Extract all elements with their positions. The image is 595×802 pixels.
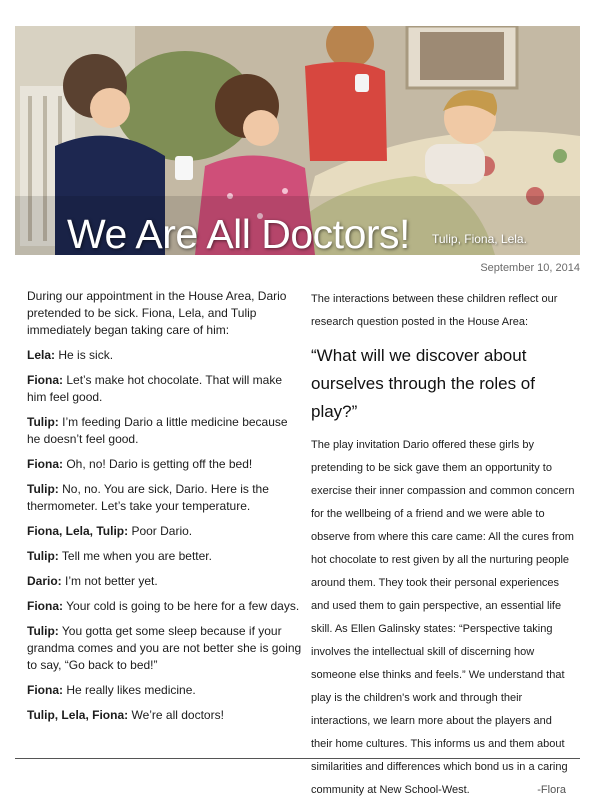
dialogue-line	[27, 347, 303, 364]
speaker-name: Fiona:	[27, 373, 63, 387]
speaker-name: Tulip:	[27, 415, 59, 429]
dialogue-text: He is sick.	[58, 348, 114, 362]
dialogue-text: I’m feeding Dario a little medicine because he doesn’t feel good.	[27, 415, 288, 446]
dialogue-line	[27, 573, 303, 590]
reflection-text: The play invitation Dario offered these girls by pretending to be sick gave them an opportunity to exercise their inner compassion and common concern for the wellbeing of a friend and we were able to observe from where this care came: All the cures from hot chocolate to rest given by all the nurturing people around them. They took their personal experiences and used them to gain perspective, an essential life skill. As Ellen Galinsky states: “Perspective taking involves the intellectual skill of discerning how someone else thinks and feels.” We understand that play is the children's work and through their interactions, we learn more about the players and their home cultures. This informs us and them about similarities and differences which bond us in a caring community at New School-West.	[311, 439, 575, 796]
speaker-name: Tulip, Lela, Fiona:	[27, 708, 129, 722]
dialogue-text: You gotta get some sleep because if your grandma comes and you are not better she is going to say, “Go back to bed!”	[27, 624, 302, 672]
dialogue-line	[27, 548, 303, 565]
speaker-name: Fiona:	[27, 599, 63, 613]
dialogue-text: Let’s make hot chocolate. That will make him feel good.	[27, 373, 283, 404]
date-label: September 10, 2014	[480, 262, 580, 274]
dialogue-text: He really likes medicine.	[66, 683, 196, 697]
dialogue-text: Poor Dario.	[131, 524, 193, 538]
dialogue-line	[27, 598, 303, 615]
speaker-name: Fiona:	[27, 683, 63, 697]
speaker-name: Tulip:	[27, 482, 59, 496]
dialogue-line	[27, 707, 303, 724]
dialogue-line	[27, 481, 303, 515]
dialogue-text: Tell me when you are better.	[61, 549, 212, 563]
dialogue-line	[27, 523, 303, 540]
reflection-body	[311, 434, 576, 802]
dialogue-text: We’re all doctors!	[131, 708, 224, 722]
dialogue-text: Your cold is going to be here for a few days.	[66, 599, 300, 613]
reflection-column	[311, 288, 576, 802]
dialogue-line	[27, 623, 303, 674]
speaker-name: Fiona, Lela, Tulip:	[27, 524, 129, 538]
right-intro: The interactions between these children reflect our research question posted in the House Area:	[311, 293, 558, 328]
intro-paragraph: During our appointment in the House Area, Dario pretended to be sick. Fiona, Lela, and Tulip immediately began taking care of him:	[27, 289, 287, 337]
speaker-name: Dario:	[27, 574, 62, 588]
dialogue-line	[27, 414, 303, 448]
page-title: We Are All Doctors!	[67, 211, 410, 255]
dialogue-text: No, no. You are sick, Dario. Here is the thermometer. Let’s take your temperature.	[27, 482, 269, 513]
photo-caption: Tulip, Fiona, Lela.	[432, 232, 527, 246]
research-question: “What will we discover about ourselves through the roles of play?”	[311, 346, 535, 421]
dialogue-list	[27, 347, 303, 724]
speaker-name: Lela:	[27, 348, 56, 362]
dialogue-text: Oh, no! Dario is getting off the bed!	[66, 457, 253, 471]
speaker-name: Tulip:	[27, 549, 59, 563]
dialogue-line	[27, 682, 303, 699]
dialogue-column	[27, 288, 303, 732]
speaker-name: Tulip:	[27, 624, 59, 638]
hero-photo	[15, 26, 580, 255]
dialogue-text: I’m not better yet.	[65, 574, 158, 588]
footer-divider	[15, 758, 580, 759]
speaker-name: Fiona:	[27, 457, 63, 471]
signature: -Flora	[537, 784, 566, 796]
dialogue-line	[27, 372, 303, 406]
dialogue-line	[27, 456, 303, 473]
